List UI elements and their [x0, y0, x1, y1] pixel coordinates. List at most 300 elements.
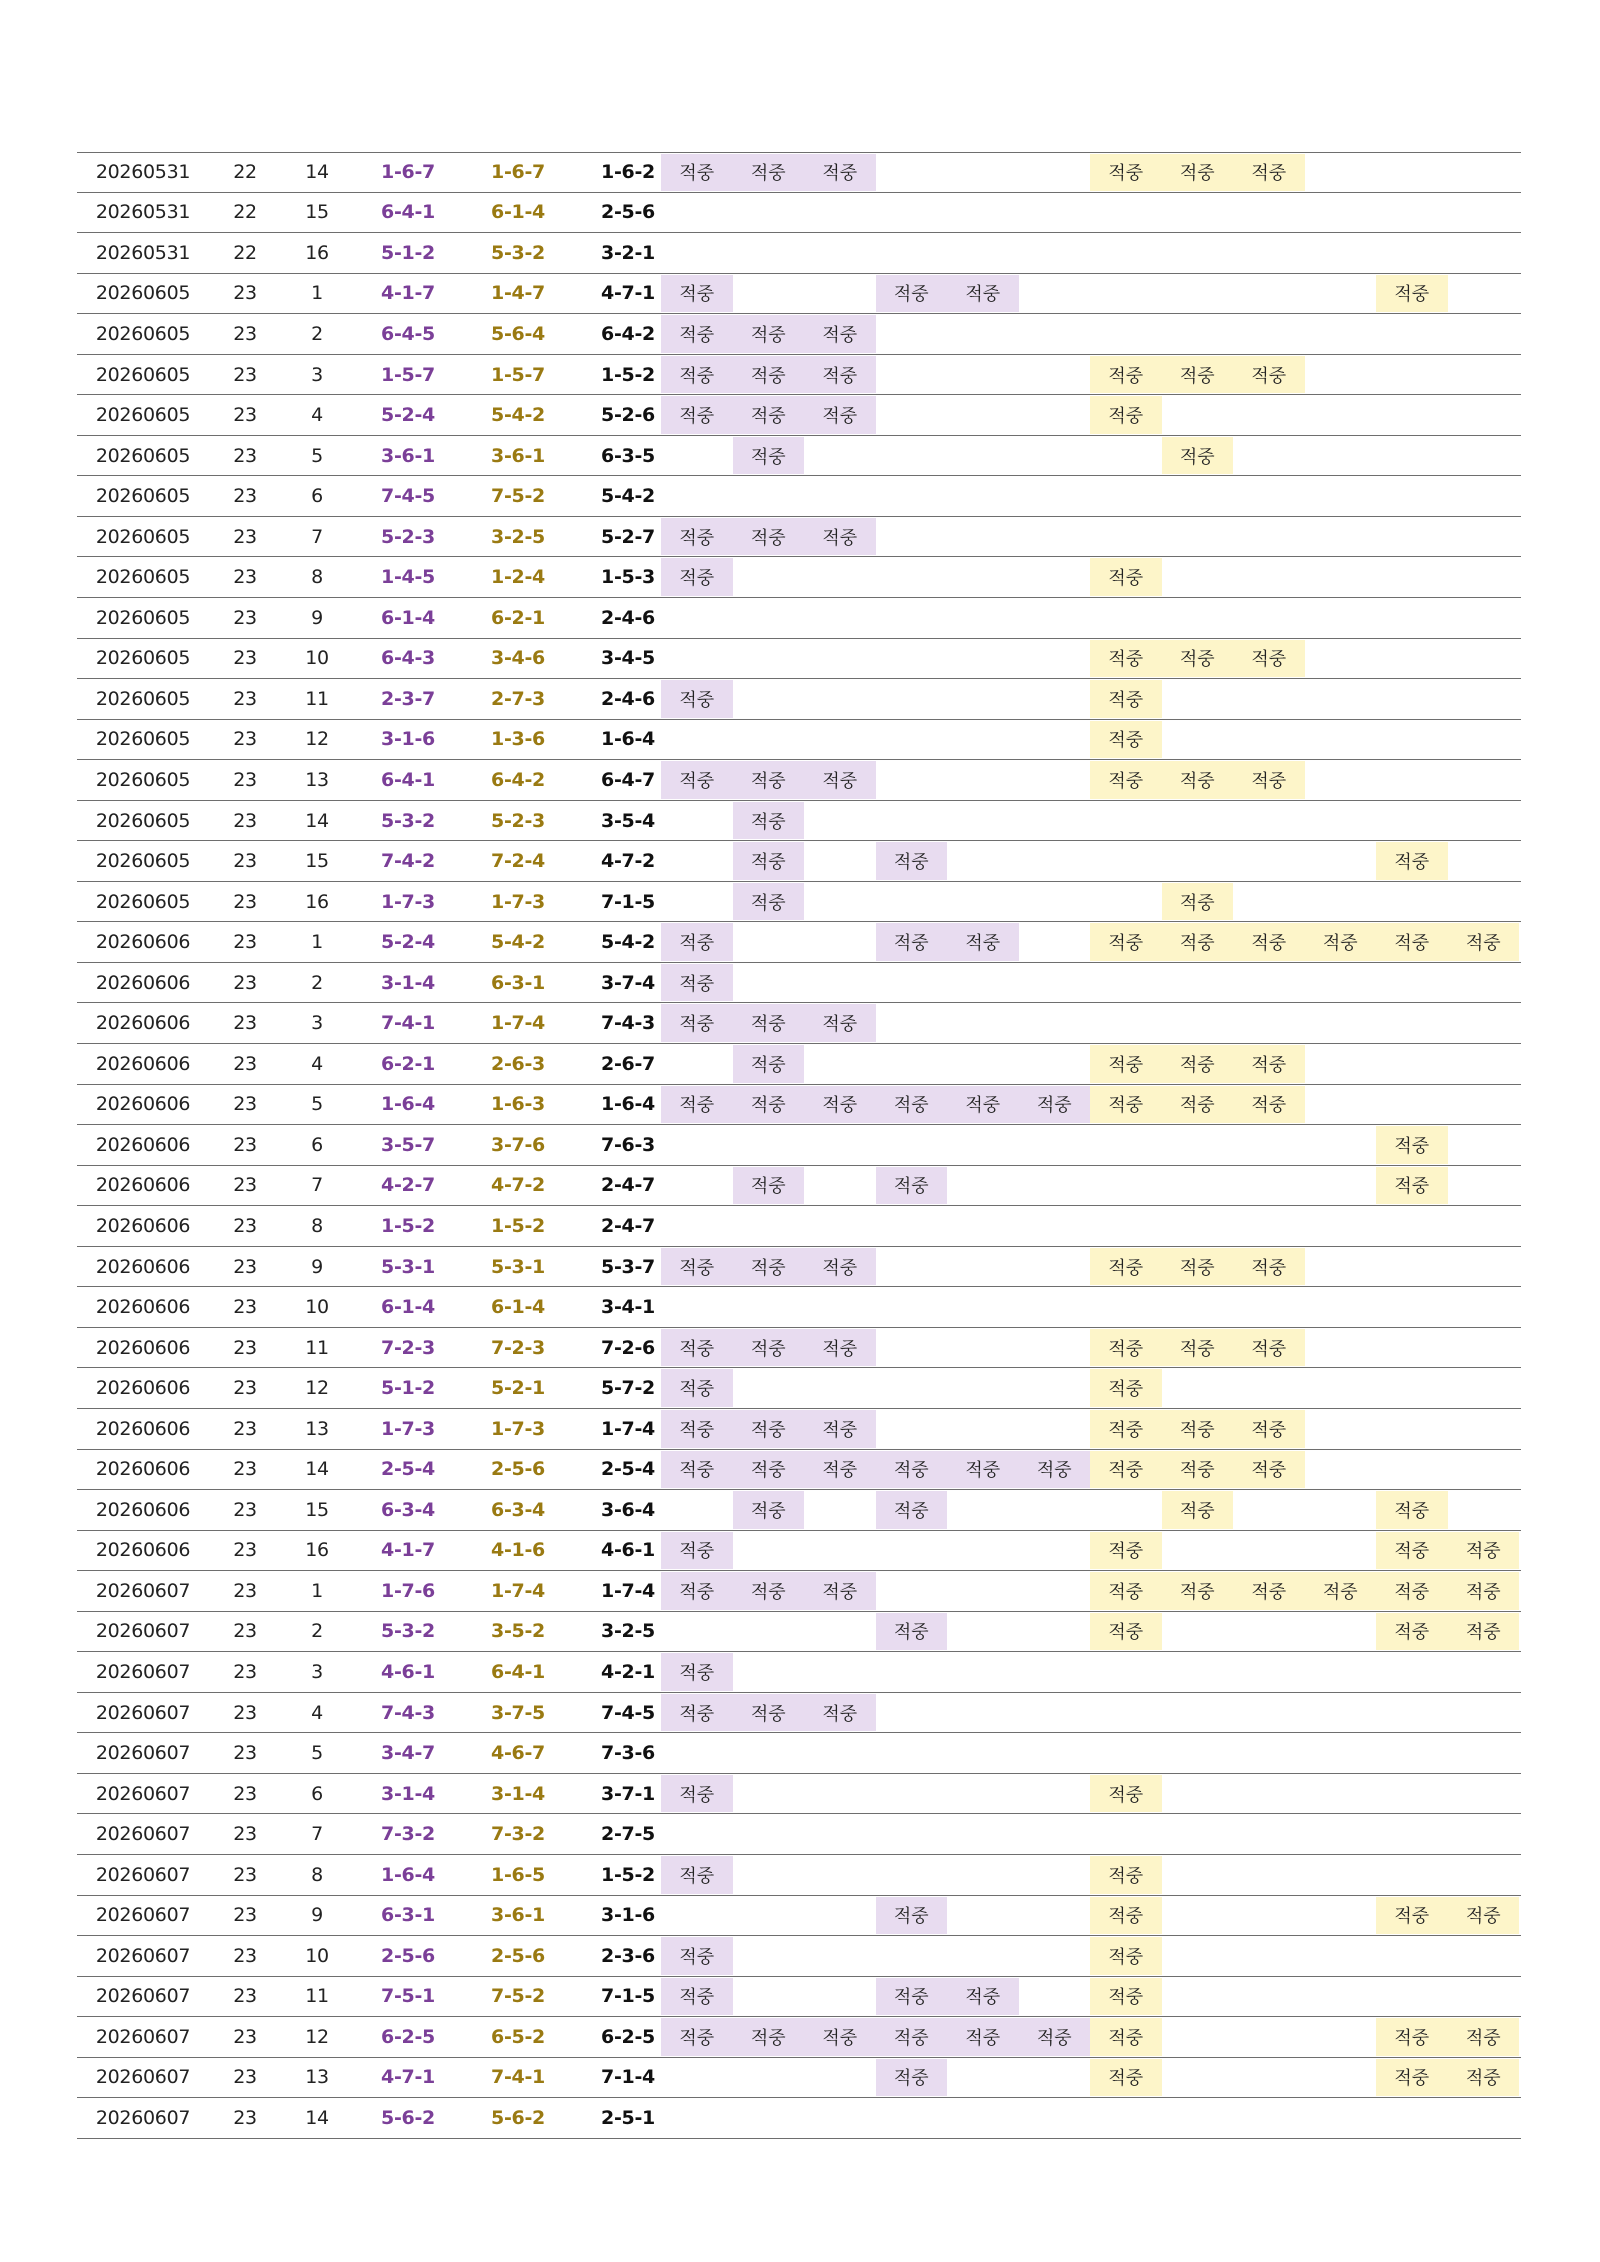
hit-badge-purple: 적중	[733, 518, 805, 556]
result-cell: 6-4-7	[601, 768, 655, 791]
table-row	[77, 1531, 1521, 1572]
olive-combo-cell: 5-4-2	[491, 931, 545, 954]
result-cell: 1-7-4	[601, 1579, 655, 1602]
table-row	[77, 760, 1521, 801]
date-cell: 20260605	[95, 606, 191, 629]
purple-combo-cell: 4-1-7	[381, 282, 435, 305]
date-cell: 20260605	[95, 322, 191, 345]
purple-combo-cell: 5-6-2	[381, 2107, 435, 2130]
round-cell: 23	[233, 525, 257, 548]
hit-badge-purple: 적중	[661, 396, 733, 434]
purple-combo-cell: 7-4-1	[381, 1012, 435, 1035]
hit-badge-yellow: 적중	[1233, 1045, 1305, 1083]
round-cell: 23	[233, 728, 257, 751]
hit-badge-purple: 적중	[804, 396, 876, 434]
race-cell: 3	[311, 363, 323, 386]
table-row	[77, 1166, 1521, 1207]
hit-badge-yellow: 적중	[1090, 1532, 1162, 1570]
olive-combo-cell: 5-3-2	[491, 241, 545, 264]
hit-badge-purple: 적중	[804, 1694, 876, 1732]
round-cell: 23	[233, 1539, 257, 1562]
hit-badge-yellow: 적중	[1162, 1410, 1234, 1448]
race-cell: 12	[305, 2025, 329, 2048]
olive-combo-cell: 7-2-4	[491, 850, 545, 873]
hit-badge-purple: 적중	[733, 396, 805, 434]
date-cell: 20260607	[95, 1742, 191, 1765]
race-cell: 5	[311, 1093, 323, 1116]
hit-badge-yellow: 적중	[1376, 1491, 1448, 1529]
table-row	[77, 598, 1521, 639]
hit-badge-yellow: 적중	[1090, 1937, 1162, 1975]
hit-badge-yellow: 적중	[1090, 1329, 1162, 1367]
round-cell: 23	[233, 485, 257, 508]
table-row	[77, 639, 1521, 680]
purple-combo-cell: 6-2-1	[381, 1052, 435, 1075]
result-cell: 5-2-7	[601, 525, 655, 548]
hit-badge-yellow: 적중	[1162, 437, 1234, 475]
date-cell: 20260606	[95, 1336, 191, 1359]
olive-combo-cell: 7-3-2	[491, 1823, 545, 1846]
purple-combo-cell: 6-4-1	[381, 768, 435, 791]
hit-badge-purple: 적중	[661, 1004, 733, 1042]
table-row	[77, 1328, 1521, 1369]
date-cell: 20260605	[95, 525, 191, 548]
race-cell: 1	[311, 1579, 323, 1602]
purple-combo-cell: 4-7-1	[381, 2066, 435, 2089]
purple-combo-cell: 7-4-2	[381, 850, 435, 873]
olive-combo-cell: 6-4-1	[491, 1661, 545, 1683]
result-cell: 1-5-2	[601, 363, 655, 386]
race-cell: 11	[305, 1985, 329, 2008]
round-cell: 23	[233, 1377, 257, 1400]
result-cell: 1-5-3	[601, 566, 655, 589]
race-cell: 7	[311, 525, 323, 548]
hit-badge-purple: 적중	[733, 761, 805, 799]
olive-combo-cell: 5-6-4	[491, 322, 545, 345]
hit-badge-yellow: 적중	[1090, 680, 1162, 718]
hit-badge-yellow: 적중	[1090, 761, 1162, 799]
hit-badge-purple: 적중	[804, 1572, 876, 1610]
purple-combo-cell: 5-1-2	[381, 241, 435, 264]
result-cell: 3-7-1	[601, 1782, 655, 1805]
hit-badge-purple: 적중	[733, 1167, 805, 1205]
race-cell: 5	[311, 1742, 323, 1765]
purple-combo-cell: 6-4-1	[381, 201, 435, 224]
hit-badge-yellow: 적중	[1162, 154, 1234, 191]
purple-combo-cell: 2-5-4	[381, 1458, 435, 1481]
olive-combo-cell: 1-6-3	[491, 1093, 545, 1116]
hit-badge-purple: 적중	[661, 1978, 733, 2016]
round-cell: 23	[233, 444, 257, 467]
race-cell: 9	[311, 1904, 323, 1927]
hit-badge-yellow: 적중	[1162, 356, 1234, 394]
round-cell: 23	[233, 1742, 257, 1765]
race-cell: 16	[305, 1539, 329, 1562]
purple-combo-cell: 3-1-4	[381, 971, 435, 994]
olive-combo-cell: 2-5-6	[491, 1944, 545, 1967]
date-cell: 20260607	[95, 2025, 191, 2048]
hit-badge-yellow: 적중	[1162, 1451, 1234, 1489]
result-cell: 7-1-5	[601, 1985, 655, 2008]
table-row	[77, 1936, 1521, 1977]
hit-badge-purple: 적중	[876, 1167, 948, 1205]
date-cell: 20260606	[95, 1539, 191, 1562]
hit-badge-purple: 적중	[804, 1410, 876, 1448]
race-cell: 6	[311, 1133, 323, 1156]
result-cell: 2-5-6	[601, 201, 655, 224]
result-cell: 1-5-2	[601, 1863, 655, 1886]
hit-badge-purple: 적중	[661, 275, 733, 313]
date-cell: 20260607	[95, 1823, 191, 1846]
hit-badge-yellow: 적중	[1233, 356, 1305, 394]
hit-badge-purple: 적중	[733, 154, 805, 191]
date-cell: 20260606	[95, 1458, 191, 1481]
hit-badge-purple: 적중	[661, 1856, 733, 1894]
purple-combo-cell: 6-4-5	[381, 322, 435, 345]
race-cell: 14	[305, 1458, 329, 1481]
hit-badge-purple: 적중	[947, 1978, 1019, 2016]
purple-combo-cell: 5-2-3	[381, 525, 435, 548]
hit-badge-yellow: 적중	[1376, 1532, 1448, 1570]
race-cell: 6	[311, 1782, 323, 1805]
date-cell: 20260605	[95, 890, 191, 913]
date-cell: 20260606	[95, 1377, 191, 1400]
hit-badge-yellow: 적중	[1090, 721, 1162, 759]
olive-combo-cell: 1-5-7	[491, 363, 545, 386]
olive-combo-cell: 1-2-4	[491, 566, 545, 589]
round-cell: 23	[233, 404, 257, 427]
round-cell: 23	[233, 566, 257, 589]
table-row	[77, 1490, 1521, 1531]
date-cell: 20260606	[95, 1296, 191, 1319]
round-cell: 23	[233, 1093, 257, 1116]
hit-badge-purple: 적중	[733, 1045, 805, 1083]
race-cell: 13	[305, 768, 329, 791]
table-row	[77, 1814, 1521, 1855]
hit-badge-yellow: 적중	[1376, 2059, 1448, 2097]
hit-badge-yellow: 적중	[1233, 1329, 1305, 1367]
olive-combo-cell: 7-4-1	[491, 2066, 545, 2089]
olive-combo-cell: 5-3-1	[491, 1255, 545, 1278]
race-cell: 3	[311, 1661, 323, 1683]
hit-badge-purple: 적중	[1019, 1451, 1091, 1489]
date-cell: 20260605	[95, 687, 191, 710]
result-cell: 2-5-1	[601, 2107, 655, 2130]
round-cell: 23	[233, 1498, 257, 1521]
hit-badge-purple: 적중	[661, 2018, 733, 2056]
round-cell: 23	[233, 1012, 257, 1035]
date-cell: 20260605	[95, 809, 191, 832]
table-row	[77, 679, 1521, 720]
purple-combo-cell: 6-4-3	[381, 647, 435, 670]
result-cell: 7-6-3	[601, 1133, 655, 1156]
result-cell: 2-3-6	[601, 1944, 655, 1967]
purple-combo-cell: 5-1-2	[381, 1377, 435, 1400]
round-cell: 23	[233, 1863, 257, 1886]
round-cell: 23	[233, 1417, 257, 1440]
table-row	[77, 355, 1521, 396]
hit-badge-yellow: 적중	[1376, 1126, 1448, 1164]
result-cell: 3-4-1	[601, 1296, 655, 1319]
result-cell: 3-4-5	[601, 647, 655, 670]
hit-badge-purple: 적중	[804, 356, 876, 394]
round-cell: 23	[233, 1823, 257, 1846]
olive-combo-cell: 6-3-4	[491, 1498, 545, 1521]
olive-combo-cell: 3-5-2	[491, 1620, 545, 1643]
table-row	[77, 1085, 1521, 1126]
round-cell: 23	[233, 1255, 257, 1278]
hit-badge-purple: 적중	[661, 923, 733, 961]
hit-badge-purple: 적중	[804, 154, 876, 191]
race-cell: 4	[311, 404, 323, 427]
result-cell: 3-1-6	[601, 1904, 655, 1927]
olive-combo-cell: 6-5-2	[491, 2025, 545, 2048]
hit-badge-purple: 적중	[1019, 2018, 1091, 2056]
round-cell: 23	[233, 1985, 257, 2008]
table-row	[77, 801, 1521, 842]
table-row	[77, 1409, 1521, 1450]
hit-badge-purple: 적중	[733, 2018, 805, 2056]
result-cell: 2-5-4	[601, 1458, 655, 1481]
hit-badge-yellow: 적중	[1090, 1897, 1162, 1935]
hit-badge-yellow: 적중	[1376, 1167, 1448, 1205]
date-cell: 20260531	[95, 241, 191, 264]
olive-combo-cell: 1-7-4	[491, 1012, 545, 1035]
result-cell: 3-7-4	[601, 971, 655, 994]
race-cell: 10	[305, 1296, 329, 1319]
result-cell: 2-4-6	[601, 606, 655, 629]
hit-badge-yellow: 적중	[1233, 1451, 1305, 1489]
race-cell: 8	[311, 566, 323, 589]
round-cell: 23	[233, 768, 257, 791]
table-row	[77, 436, 1521, 477]
race-cell: 15	[305, 850, 329, 873]
hit-badge-yellow: 적중	[1090, 1410, 1162, 1448]
hit-badge-yellow: 적중	[1090, 1572, 1162, 1610]
round-cell: 23	[233, 890, 257, 913]
result-cell: 6-2-5	[601, 2025, 655, 2048]
date-cell: 20260607	[95, 1985, 191, 2008]
race-cell: 6	[311, 485, 323, 508]
table-row	[77, 1125, 1521, 1166]
table-row	[77, 1612, 1521, 1653]
hit-badge-yellow: 적중	[1090, 1978, 1162, 2016]
olive-combo-cell: 6-4-2	[491, 768, 545, 791]
round-cell: 23	[233, 1944, 257, 1967]
purple-combo-cell: 4-6-1	[381, 1661, 435, 1683]
result-cell: 7-4-3	[601, 1012, 655, 1035]
result-cell: 4-2-1	[601, 1661, 655, 1683]
result-cell: 5-3-7	[601, 1255, 655, 1278]
olive-combo-cell: 3-1-4	[491, 1782, 545, 1805]
hit-badge-purple: 적중	[1019, 1086, 1091, 1124]
result-cell: 4-6-1	[601, 1539, 655, 1562]
purple-combo-cell: 3-5-7	[381, 1133, 435, 1156]
purple-combo-cell: 7-4-5	[381, 485, 435, 508]
result-cell: 2-4-7	[601, 1214, 655, 1237]
table-row	[77, 1571, 1521, 1612]
hit-badge-purple: 적중	[661, 1937, 733, 1975]
hit-badge-yellow: 적중	[1090, 558, 1162, 596]
race-cell: 1	[311, 931, 323, 954]
date-cell: 20260606	[95, 1214, 191, 1237]
table-row	[77, 152, 1521, 193]
hit-badge-purple: 적중	[876, 2059, 948, 2097]
table-row	[77, 517, 1521, 558]
race-cell: 13	[305, 1417, 329, 1440]
hit-badge-purple: 적중	[804, 1451, 876, 1489]
hit-badge-purple: 적중	[661, 1329, 733, 1367]
hit-badge-yellow: 적중	[1090, 640, 1162, 678]
date-cell: 20260605	[95, 768, 191, 791]
date-cell: 20260605	[95, 728, 191, 751]
olive-combo-cell: 1-4-7	[491, 282, 545, 305]
purple-combo-cell: 6-2-5	[381, 2025, 435, 2048]
purple-combo-cell: 1-4-5	[381, 566, 435, 589]
race-cell: 9	[311, 606, 323, 629]
hit-badge-yellow: 적중	[1162, 1491, 1234, 1529]
purple-combo-cell: 1-7-3	[381, 1417, 435, 1440]
date-cell: 20260606	[95, 1052, 191, 1075]
round-cell: 23	[233, 1296, 257, 1319]
hit-badge-purple: 적중	[876, 1086, 948, 1124]
hit-badge-yellow: 적중	[1090, 1045, 1162, 1083]
olive-combo-cell: 3-6-1	[491, 444, 545, 467]
race-cell: 2	[311, 322, 323, 345]
result-cell: 5-4-2	[601, 485, 655, 508]
race-cell: 16	[305, 241, 329, 264]
hit-badge-yellow: 적중	[1448, 2018, 1520, 2056]
race-cell: 8	[311, 1214, 323, 1237]
table-row	[77, 2017, 1521, 2058]
hit-badge-yellow: 적중	[1233, 1086, 1305, 1124]
round-cell: 23	[233, 2025, 257, 2048]
hit-badge-yellow: 적중	[1090, 1856, 1162, 1894]
date-cell: 20260607	[95, 1904, 191, 1927]
round-cell: 23	[233, 322, 257, 345]
olive-combo-cell: 4-1-6	[491, 1539, 545, 1562]
date-cell: 20260607	[95, 1701, 191, 1724]
olive-combo-cell: 7-5-2	[491, 485, 545, 508]
olive-combo-cell: 5-4-2	[491, 404, 545, 427]
hit-badge-purple: 적중	[661, 1248, 733, 1286]
hit-badge-purple: 적중	[661, 558, 733, 596]
purple-combo-cell: 1-7-6	[381, 1579, 435, 1602]
purple-combo-cell: 7-2-3	[381, 1336, 435, 1359]
result-cell: 5-7-2	[601, 1377, 655, 1400]
round-cell: 23	[233, 1701, 257, 1724]
olive-combo-cell: 1-7-3	[491, 1417, 545, 1440]
hit-badge-yellow: 적중	[1162, 1045, 1234, 1083]
hit-badge-purple: 적중	[876, 2018, 948, 2056]
olive-combo-cell: 5-2-3	[491, 809, 545, 832]
round-cell: 23	[233, 647, 257, 670]
date-cell: 20260606	[95, 1133, 191, 1156]
hit-badge-yellow: 적중	[1162, 883, 1234, 921]
olive-combo-cell: 5-2-1	[491, 1377, 545, 1400]
race-cell: 10	[305, 1944, 329, 1967]
hit-badge-yellow: 적중	[1233, 923, 1305, 961]
purple-combo-cell: 7-4-3	[381, 1701, 435, 1724]
purple-combo-cell: 5-2-4	[381, 404, 435, 427]
purple-combo-cell: 4-2-7	[381, 1174, 435, 1197]
result-cell: 7-1-4	[601, 2066, 655, 2089]
hit-badge-purple: 적중	[661, 761, 733, 799]
hit-badge-purple: 적중	[876, 1978, 948, 2016]
race-cell: 2	[311, 971, 323, 994]
result-cell: 1-7-4	[601, 1417, 655, 1440]
olive-combo-cell: 3-7-6	[491, 1133, 545, 1156]
purple-combo-cell: 6-3-1	[381, 1904, 435, 1927]
race-cell: 3	[311, 1012, 323, 1035]
hit-badge-yellow: 적중	[1090, 1451, 1162, 1489]
round-cell: 23	[233, 1782, 257, 1805]
round-cell: 23	[233, 2066, 257, 2089]
table-row	[77, 274, 1521, 315]
hit-badge-purple: 적중	[661, 154, 733, 191]
result-cell: 3-2-1	[601, 241, 655, 264]
hit-badge-purple: 적중	[947, 1451, 1019, 1489]
table-row	[77, 1977, 1521, 2018]
round-cell: 23	[233, 2107, 257, 2130]
olive-combo-cell: 3-6-1	[491, 1904, 545, 1927]
purple-combo-cell: 5-3-1	[381, 1255, 435, 1278]
result-cell: 3-5-4	[601, 809, 655, 832]
result-cell: 7-1-5	[601, 890, 655, 913]
round-cell: 23	[233, 971, 257, 994]
result-cell: 7-2-6	[601, 1336, 655, 1359]
hit-badge-yellow: 적중	[1162, 761, 1234, 799]
race-cell: 9	[311, 1255, 323, 1278]
hit-badge-yellow: 적중	[1090, 1369, 1162, 1407]
olive-combo-cell: 6-1-4	[491, 201, 545, 224]
race-cell: 13	[305, 2066, 329, 2089]
table-row	[77, 882, 1521, 923]
hit-badge-yellow: 적중	[1090, 2059, 1162, 2097]
race-cell: 12	[305, 1377, 329, 1400]
result-cell: 1-6-4	[601, 728, 655, 751]
olive-combo-cell: 3-2-5	[491, 525, 545, 548]
hit-badge-purple: 적중	[876, 842, 948, 880]
table-row	[77, 922, 1521, 963]
table-row	[77, 1368, 1521, 1409]
table-row	[77, 1693, 1521, 1734]
round-cell: 23	[233, 606, 257, 629]
hit-badge-purple: 적중	[804, 315, 876, 353]
olive-combo-cell: 7-2-3	[491, 1336, 545, 1359]
hit-badge-purple: 적중	[661, 315, 733, 353]
round-cell: 23	[233, 1052, 257, 1075]
round-cell: 22	[233, 201, 257, 224]
table-row	[77, 1450, 1521, 1491]
result-cell: 5-4-2	[601, 931, 655, 954]
race-cell: 15	[305, 1498, 329, 1521]
olive-combo-cell: 1-7-3	[491, 890, 545, 913]
result-cell: 7-4-5	[601, 1701, 655, 1724]
hit-badge-yellow: 적중	[1090, 1086, 1162, 1124]
table-row	[77, 1652, 1521, 1693]
hit-badge-purple: 적중	[947, 2018, 1019, 2056]
round-cell: 22	[233, 161, 257, 184]
purple-combo-cell: 3-6-1	[381, 444, 435, 467]
hit-badge-yellow: 적중	[1090, 1613, 1162, 1651]
race-cell: 10	[305, 647, 329, 670]
purple-combo-cell: 6-3-4	[381, 1498, 435, 1521]
table-row	[77, 1733, 1521, 1774]
result-cell: 2-4-6	[601, 687, 655, 710]
race-cell: 14	[305, 161, 329, 184]
race-cell: 7	[311, 1174, 323, 1197]
